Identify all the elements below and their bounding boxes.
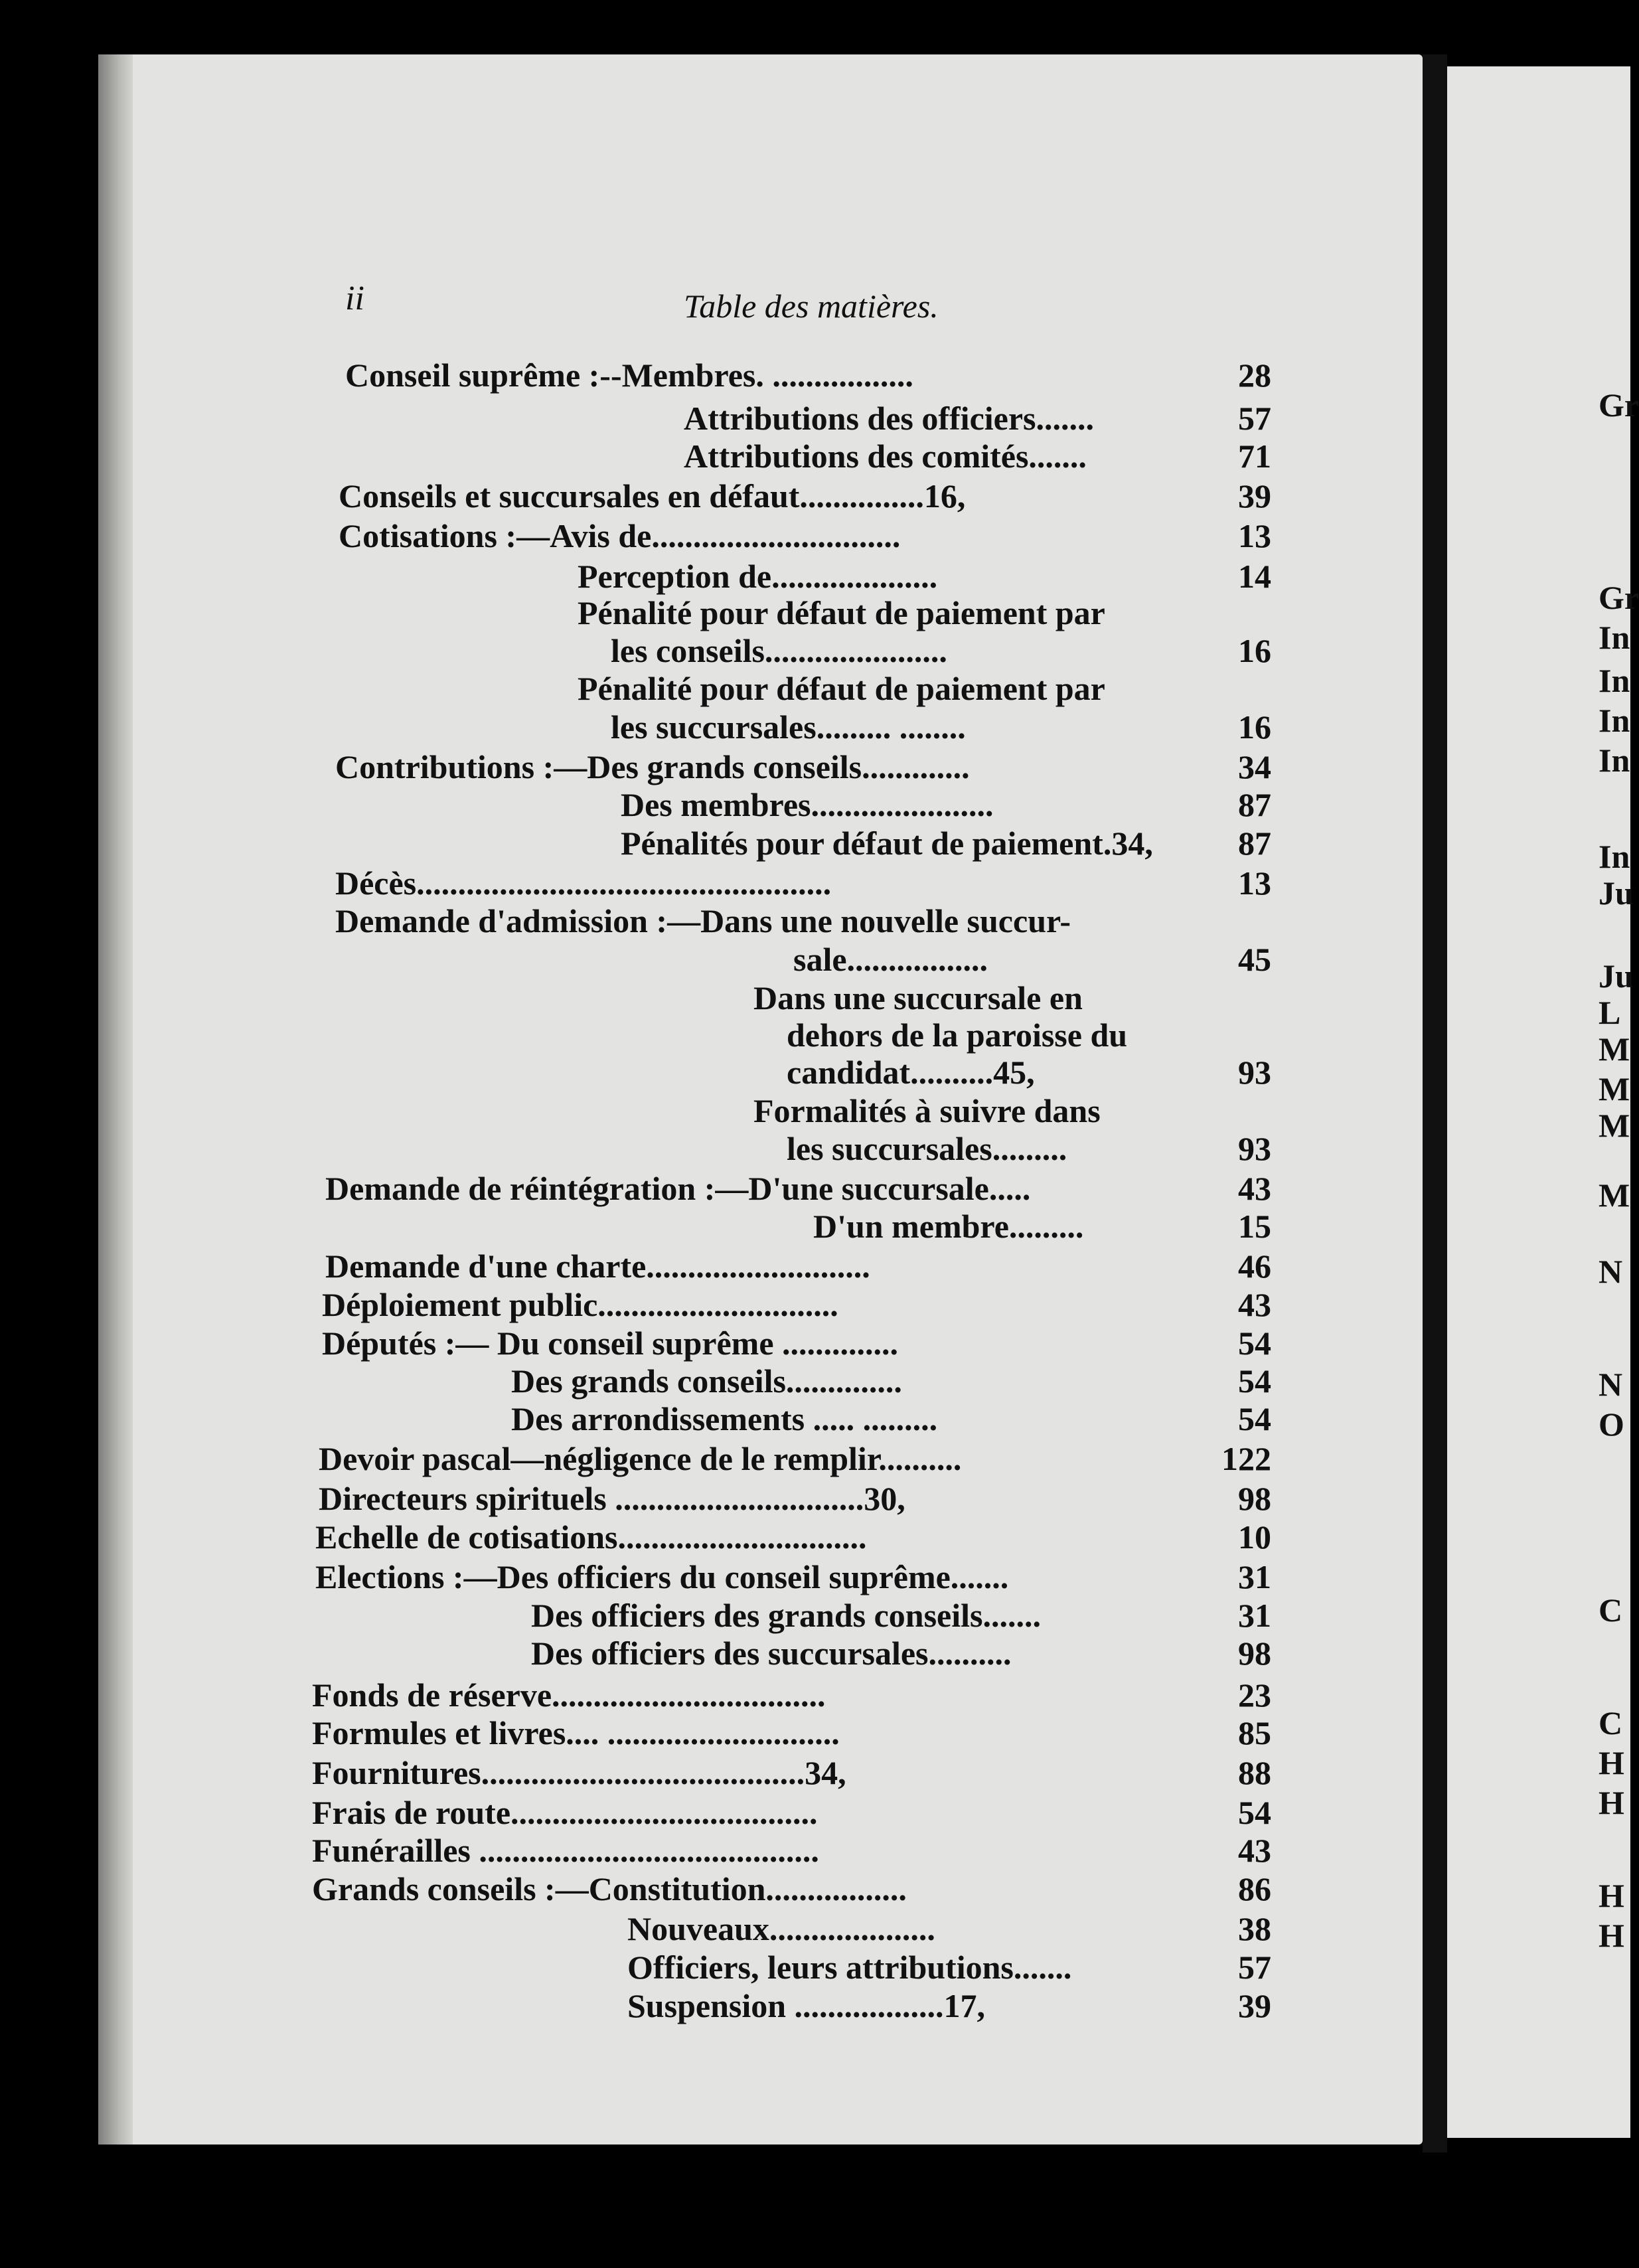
toc-entry-page: 87 xyxy=(1238,786,1271,823)
toc-entry-text: Conseil suprême :--Membres. ................. xyxy=(345,357,913,394)
toc-entry-text: Pénalités pour défaut de paiement.34, xyxy=(621,825,1153,862)
toc-entry-page: 14 xyxy=(1238,558,1271,595)
toc-entry-text: dehors de la paroisse du xyxy=(787,1016,1128,1054)
toc-entry-page: 87 xyxy=(1238,825,1271,862)
right-page-fragment: C xyxy=(1599,1704,1623,1742)
right-page-fragment: Ju xyxy=(1599,874,1634,912)
toc-entry-page: 88 xyxy=(1238,1754,1271,1791)
toc-entry-page: 16 xyxy=(1238,632,1271,669)
toc-entry-text: Fournitures.......................................34, xyxy=(312,1754,846,1791)
toc-entry-page: 28 xyxy=(1238,357,1271,394)
toc-entry-text: Des officiers des succursales.......... xyxy=(531,1635,1012,1672)
toc-entry-text: Formules et livres.... ............................ xyxy=(312,1714,840,1751)
toc-entry-text: Demande d'admission :—Dans une nouvelle succur- xyxy=(335,902,1071,939)
toc-entry-text: les succursales......... xyxy=(787,1130,1067,1167)
right-page-fragment: Ju xyxy=(1599,957,1634,995)
toc-entry-page: 45 xyxy=(1238,941,1271,978)
toc-entry-page: 54 xyxy=(1238,1362,1271,1400)
right-page-fragment: In xyxy=(1599,619,1630,656)
toc-entry-text: Des grands conseils.............. xyxy=(511,1362,902,1400)
toc-entry-page: 54 xyxy=(1238,1325,1271,1362)
toc-entry-text: Dans une succursale en xyxy=(753,979,1083,1016)
toc-entry-page: 23 xyxy=(1238,1676,1271,1714)
toc-entry-text: Demande d'une charte........................... xyxy=(325,1248,870,1285)
right-page-fragment: H xyxy=(1599,1917,1624,1954)
toc-entry-text: Des arrondissements ..... ......... xyxy=(511,1400,938,1437)
toc-entry-text: Fonds de réserve................................. xyxy=(312,1676,826,1714)
toc-entry-page: 38 xyxy=(1238,1910,1271,1947)
page-number: ii xyxy=(345,280,364,317)
toc-entry-text: Attributions des comités....... xyxy=(684,438,1087,475)
right-page-fragment: Gr xyxy=(1599,386,1639,424)
toc-entry-page: 57 xyxy=(1238,1949,1271,1986)
toc-entry-page: 46 xyxy=(1238,1248,1271,1285)
right-page-fragment: L xyxy=(1599,994,1621,1031)
toc-entry-page: 39 xyxy=(1238,1987,1271,2024)
right-page-fragment: C xyxy=(1599,1591,1623,1629)
toc-entry-text: Pénalité pour défaut de paiement par xyxy=(578,670,1105,707)
toc-entry-text: Elections :—Des officiers du conseil suprême....... xyxy=(315,1558,1009,1595)
right-page-fragment: H xyxy=(1599,1744,1624,1781)
toc-entry-page: 31 xyxy=(1238,1597,1271,1634)
toc-entry-page: 39 xyxy=(1238,477,1271,515)
toc-entry-text: Formalités à suivre dans xyxy=(753,1092,1101,1129)
right-page-fragment: O xyxy=(1599,1406,1624,1443)
toc-entry-text: Décès.................................................. xyxy=(335,864,832,902)
right-page-fragment: M xyxy=(1599,1070,1630,1107)
toc-entry-page: 13 xyxy=(1238,517,1271,554)
toc-entry-text: Des membres...................... xyxy=(621,786,994,823)
toc-entry-page: 54 xyxy=(1238,1400,1271,1437)
toc-entry-text: Cotisations :—Avis de.............................. xyxy=(339,517,901,554)
page-title: Table des matières. xyxy=(684,287,939,325)
toc-entry-text: sale................. xyxy=(793,941,988,978)
toc-entry-page: 57 xyxy=(1238,400,1271,437)
toc-entry-text: Suspension ..................17, xyxy=(627,1987,986,2024)
toc-entry-text: Conseils et succursales en défaut...............16, xyxy=(339,477,966,515)
right-page-fragment: In xyxy=(1599,662,1630,699)
toc-entry-text: Pénalité pour défaut de paiement par xyxy=(578,594,1105,631)
toc-entry-page: 93 xyxy=(1238,1130,1271,1167)
right-page-fragment: H xyxy=(1599,1784,1624,1821)
toc-entry-page: 93 xyxy=(1238,1054,1271,1091)
toc-entry-page: 34 xyxy=(1238,748,1271,785)
toc-entry-page: 122 xyxy=(1221,1440,1271,1477)
toc-entry-page: 13 xyxy=(1238,864,1271,902)
toc-entry-page: 85 xyxy=(1238,1714,1271,1751)
toc-entry-page: 43 xyxy=(1238,1286,1271,1323)
toc-entry-page: 10 xyxy=(1238,1518,1271,1556)
toc-entry-text: Directeurs spirituels ..............................30, xyxy=(319,1480,905,1517)
toc-entry-text: Des officiers des grands conseils....... xyxy=(531,1597,1041,1634)
toc-entry-text: Contributions :—Des grands conseils............. xyxy=(335,748,970,785)
right-page-fragment: M xyxy=(1599,1107,1630,1144)
toc-entry-text: Frais de route..................................... xyxy=(312,1794,818,1831)
toc-entry-text: Députés :— Du conseil suprême .............. xyxy=(322,1325,899,1362)
right-page-fragment: In xyxy=(1599,702,1630,739)
toc-entry-page: 43 xyxy=(1238,1832,1271,1869)
toc-entry-text: Nouveaux.................... xyxy=(627,1910,935,1947)
right-page-fragment: N xyxy=(1599,1366,1623,1403)
toc-entry-page: 54 xyxy=(1238,1794,1271,1831)
toc-entry-text: Demande de réintégration :—D'une succursale..... xyxy=(325,1170,1031,1207)
toc-entry-text: Devoir pascal—négligence de le remplir.......... xyxy=(319,1440,962,1477)
toc-entry-page: 16 xyxy=(1238,708,1271,746)
toc-entry-text: Funérailles ......................................... xyxy=(312,1832,819,1869)
right-page-fragment: H xyxy=(1599,1877,1624,1914)
toc-entry-text: les conseils...................... xyxy=(611,632,947,669)
right-page-fragment: In xyxy=(1599,838,1630,875)
toc-entry-page: 43 xyxy=(1238,1170,1271,1207)
toc-entry-text: Echelle de cotisations.............................. xyxy=(315,1518,867,1556)
toc-entry-text: Officiers, leurs attributions....... xyxy=(627,1949,1072,1986)
right-page-fragment: In xyxy=(1599,742,1630,779)
toc-entry-page: 86 xyxy=(1238,1870,1271,1907)
toc-entry-page: 31 xyxy=(1238,1558,1271,1595)
toc-entry-page: 15 xyxy=(1238,1208,1271,1245)
toc-entry-text: Grands conseils :—Constitution................. xyxy=(312,1870,907,1907)
toc-entry-text: D'un membre......... xyxy=(813,1208,1084,1245)
right-page-fragment: N xyxy=(1599,1253,1623,1290)
toc-entry-text: Déploiement public............................. xyxy=(322,1286,838,1323)
toc-entry-page: 98 xyxy=(1238,1635,1271,1672)
toc-entry-text: Attributions des officiers....... xyxy=(684,400,1094,437)
right-page-fragment: M xyxy=(1599,1030,1630,1068)
toc-entry-text: Perception de.................... xyxy=(578,558,938,595)
toc-entry-page: 71 xyxy=(1238,438,1271,475)
toc-entry-text: candidat..........45, xyxy=(787,1054,1035,1091)
right-page-fragment: Gr xyxy=(1599,579,1639,616)
toc-entry-text: les succursales......... ........ xyxy=(611,708,966,746)
toc-entry-page: 98 xyxy=(1238,1480,1271,1517)
right-page-fragment: M xyxy=(1599,1176,1630,1214)
